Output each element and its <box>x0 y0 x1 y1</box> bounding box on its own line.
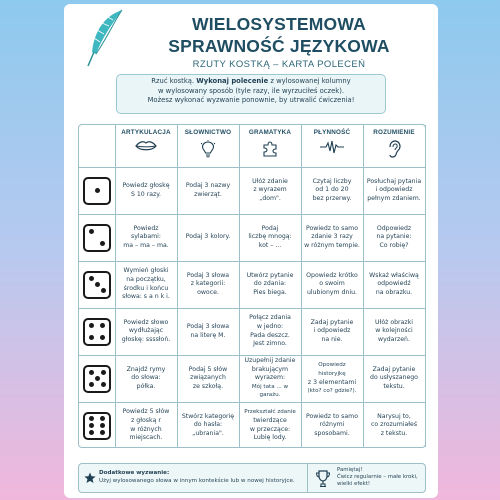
command-text <box>187 272 229 298</box>
command-line: Utwórz pytanie <box>246 271 294 279</box>
command-text <box>127 366 166 392</box>
column-label: GRAMATYKA <box>248 129 292 136</box>
command-text <box>313 178 352 204</box>
command-line: owoce. <box>197 288 219 296</box>
command-line: na nie. <box>321 335 343 343</box>
command-text <box>369 272 419 298</box>
command-cell <box>363 261 425 308</box>
column-header-5 <box>363 125 425 167</box>
command-line: zwierząt. <box>194 190 222 198</box>
column-label: SŁOWNICTWO <box>184 129 232 136</box>
command-line: na literę M. <box>190 331 226 339</box>
column-header-3 <box>239 125 301 167</box>
die-pip <box>95 376 100 381</box>
command-text <box>182 413 234 439</box>
command-line: Odpowiedz <box>376 224 412 232</box>
command-text <box>242 357 298 400</box>
command-text <box>122 319 170 345</box>
column-label: ARTYKULACJA <box>121 129 171 136</box>
command-text <box>187 323 229 340</box>
die-pip <box>89 335 94 340</box>
command-cell <box>239 402 301 449</box>
command-line: Ułóż obrazki <box>375 318 413 326</box>
command-line: Przekształć zdanie <box>244 409 296 416</box>
command-line: na pytanie: <box>376 233 412 241</box>
command-text <box>375 319 413 345</box>
command-line: Co robię? <box>379 241 409 249</box>
command-line: i odpowiedz <box>375 186 413 194</box>
die-pip <box>101 370 106 375</box>
command-line: „ubrania". <box>192 429 224 437</box>
command-cell <box>301 214 363 261</box>
command-line: w różnych <box>130 425 162 433</box>
title-line-1: WIELOSYSTEMOWA <box>192 14 366 34</box>
command-line: Powiedz <box>133 224 159 232</box>
command-cell <box>115 402 177 449</box>
command-text <box>248 225 291 251</box>
command-cell <box>301 402 363 449</box>
command-text <box>122 267 170 301</box>
command-text <box>244 408 296 442</box>
die-pip <box>89 229 94 234</box>
die-pip <box>89 276 94 281</box>
command-cell <box>363 402 425 449</box>
command-line: Powiedz to samo <box>305 224 359 232</box>
command-line: Opowiedz krótko <box>306 271 358 279</box>
command-cell <box>301 355 363 402</box>
command-line: tekstu. <box>383 382 405 390</box>
command-line: Opowiedz historyjkę <box>318 362 346 377</box>
command-text <box>123 225 168 251</box>
command-line: bez przerwy. <box>312 194 352 202</box>
bonus-title: Dodatkowe wyzwanie: <box>99 470 170 476</box>
command-text <box>189 366 227 392</box>
command-text <box>376 225 411 251</box>
command-line: środku i końcu <box>123 284 169 292</box>
command-cell <box>115 308 177 355</box>
command-line: słowa: s a n k i. <box>122 293 170 301</box>
command-cell <box>239 214 301 261</box>
command-cell <box>239 355 301 402</box>
command-line: sylabami: <box>131 233 161 241</box>
command-line: Podaj 3 kolory. <box>185 233 231 241</box>
command-line: Podaj 3 nazwy <box>185 181 231 189</box>
die-face-4 <box>83 318 111 346</box>
instr-lead: Rzuć kostką. <box>151 77 195 85</box>
command-cell <box>363 214 425 261</box>
command-cell <box>301 261 363 308</box>
command-cell <box>177 261 239 308</box>
command-line: twierdzące <box>253 416 287 424</box>
command-line: w przeczące: <box>249 425 291 433</box>
command-text <box>249 314 291 348</box>
command-line: do zdania: <box>253 280 287 288</box>
command-line: Narysuj to, <box>377 412 411 420</box>
die-pip <box>100 323 105 328</box>
command-text <box>370 366 418 392</box>
command-cell <box>177 308 239 355</box>
command-line: i odpowiedz <box>313 327 351 335</box>
command-line: Zadaj pytanie <box>372 365 416 373</box>
command-cell <box>363 308 425 355</box>
footer <box>78 463 426 493</box>
die-pip <box>100 335 105 340</box>
command-line: związanych <box>190 374 226 382</box>
column-divider <box>425 125 426 447</box>
column-header-1 <box>115 125 177 167</box>
command-line: odpowiedź <box>377 280 411 288</box>
command-line: co zrozumiałeś <box>370 421 418 429</box>
puzzle-icon <box>239 140 301 158</box>
command-line: Ułóż zdanie <box>252 177 288 185</box>
remember-line-2: wielki efekt! <box>337 481 370 487</box>
command-cell <box>301 308 363 355</box>
command-line: Jest zimno. <box>253 340 287 348</box>
remember-note <box>337 467 427 488</box>
command-cell <box>115 355 177 402</box>
die-pip <box>101 382 106 387</box>
command-line: Powiedz słowo <box>123 318 169 326</box>
command-cell <box>363 167 425 214</box>
die-face-2 <box>83 224 111 252</box>
command-line: z wyrazem <box>253 186 287 194</box>
command-cell <box>239 308 301 355</box>
command-text <box>311 319 354 345</box>
die-face-5 <box>83 365 111 393</box>
command-cell <box>177 214 239 261</box>
command-table <box>78 124 426 448</box>
command-line: w różnym tempie. <box>304 241 360 249</box>
command-cell <box>115 167 177 214</box>
command-line: od 1 do 20 <box>315 186 349 194</box>
command-line: w jedno: <box>256 322 284 330</box>
command-line: Pies biega. <box>253 288 287 296</box>
command-line: do hasła: <box>193 421 223 429</box>
command-line: Podaj 5 słów <box>188 365 228 373</box>
die-pip <box>95 188 100 193</box>
command-line: zdanie 3 razy <box>311 233 353 241</box>
die-pip <box>100 430 105 435</box>
die-pip <box>100 241 105 246</box>
command-line: Wymień głoski <box>123 267 169 275</box>
command-line: różnymi <box>319 421 345 429</box>
command-line: Powiedz to samo <box>305 412 359 420</box>
command-line: na obrazku. <box>375 288 413 296</box>
command-cell <box>363 355 425 402</box>
command-line: Mój tata ... w garażu. <box>251 383 289 399</box>
command-line: „dom". <box>259 194 281 202</box>
command-cell <box>177 167 239 214</box>
command-text <box>122 182 169 199</box>
command-line: Czytaj liczby <box>312 177 352 185</box>
instr-bold: Wykonaj polecenie <box>196 77 269 85</box>
remember-line-1: Ćwicz regularnie – małe kroki, <box>337 474 418 480</box>
instructions-box <box>116 74 386 114</box>
command-line: Lubię lody. <box>253 434 287 442</box>
command-text <box>304 361 360 395</box>
command-text <box>306 413 358 439</box>
column-label: PŁYNNOŚĆ <box>313 129 351 136</box>
bonus-text: Użyj wylosowanego słowa w innym kontekście lub w nowej historyjce. <box>99 478 295 484</box>
command-line: Wskaż właściwą <box>369 271 419 279</box>
footer-divider <box>307 464 308 492</box>
command-line: Znajdź rymy <box>126 365 166 373</box>
die-pip <box>89 370 94 375</box>
die-pip <box>89 430 94 435</box>
command-card <box>64 4 438 498</box>
subtitle: RZUTY KOSTKĄ – KARTA POLECEŃ <box>192 59 366 70</box>
command-line: na początku, <box>126 275 166 283</box>
die-face-1 <box>83 177 111 205</box>
die-pip <box>89 423 94 428</box>
command-line: z 3 elementami <box>307 378 357 386</box>
command-line: Powiedz głoskę <box>122 181 170 189</box>
command-line: miejscach. <box>129 434 163 442</box>
column-header-4 <box>301 125 363 167</box>
command-text <box>371 413 417 439</box>
command-text <box>186 182 230 199</box>
command-line: wydłużając <box>128 327 164 335</box>
command-line: ze szkołą. <box>192 382 224 390</box>
star-icon <box>84 472 96 484</box>
command-line: do słowa: <box>131 374 161 382</box>
command-line: (kto? co? gdzie?). <box>307 388 357 395</box>
command-line: o swoim <box>319 280 345 288</box>
lightbulb-icon <box>177 140 239 158</box>
die-pip <box>89 416 94 421</box>
remember-title: Pamiętaj! <box>337 467 363 473</box>
command-text <box>252 178 288 204</box>
command-line: do usłyszanego <box>370 374 418 382</box>
command-line: sposobami. <box>314 429 350 437</box>
command-cell <box>177 402 239 449</box>
command-cell <box>301 167 363 214</box>
command-text <box>367 178 421 204</box>
die-pip <box>95 282 100 287</box>
command-cell <box>115 214 177 261</box>
die-face-3 <box>83 271 111 299</box>
command-line: z tekstu. <box>380 429 408 437</box>
die-pip <box>100 423 105 428</box>
instr-line-2: w wylosowany sposób (tyle razy, ile wyrzuciłeś oczek). <box>157 86 345 95</box>
die-pip <box>101 288 106 293</box>
command-cell <box>239 167 301 214</box>
lips-icon <box>115 140 177 152</box>
command-line: brakującym <box>251 365 289 373</box>
command-text <box>186 233 231 242</box>
command-line: Podaj 3 słowa <box>186 322 230 330</box>
instr-line-3: Możesz wykonać wyzwanie ponownie, by utrwalić ćwiczenia! <box>147 96 355 104</box>
trophy-icon <box>315 470 331 488</box>
command-line: Pada deszcz. <box>250 331 290 339</box>
command-text <box>304 225 360 251</box>
title-line-2: SPRAWNOŚĆ JĘZYKOWA <box>168 36 390 56</box>
command-line: Stwórz kategorię <box>181 412 235 420</box>
pulse-wave-icon <box>301 140 363 154</box>
command-line: pełnym zdaniem. <box>367 194 421 202</box>
command-text <box>247 272 294 298</box>
bonus-challenge <box>99 469 304 485</box>
column-label: ROZUMIENIE <box>373 129 415 136</box>
command-line: Powiedz 5 słów <box>122 408 170 416</box>
die-pip <box>89 382 94 387</box>
die-pip <box>89 323 94 328</box>
instr-rest: z wylosowanej kolumny <box>270 77 351 85</box>
command-line: półka. <box>136 382 156 390</box>
column-header-2 <box>177 125 239 167</box>
command-line: głoskę: ssssłoń. <box>121 335 171 343</box>
feather-icon <box>84 8 126 68</box>
command-line: Podaj 3 słowa <box>186 271 230 279</box>
command-line: Połącz zdania <box>249 314 291 322</box>
ear-icon <box>363 140 425 158</box>
command-line: Uzupełnij zdanie <box>244 357 296 365</box>
command-line: z głoską r <box>131 416 161 424</box>
command-cell <box>115 261 177 308</box>
command-line: Posłuchaj pytania <box>366 177 422 185</box>
die-pip <box>100 416 105 421</box>
command-line: ma – ma – ma. <box>123 241 169 249</box>
command-line: Zadaj pytanie <box>310 318 354 326</box>
command-line: w kolejności <box>375 327 413 335</box>
command-text <box>306 272 358 298</box>
command-line: S 10 razy. <box>130 190 162 198</box>
command-line: kot – ... <box>258 241 282 249</box>
command-line: z kategorii: <box>190 280 226 288</box>
command-line: liczbę mnogą: <box>248 233 292 241</box>
command-cell <box>239 261 301 308</box>
command-cell <box>177 355 239 402</box>
command-text <box>123 408 170 442</box>
command-line: wydarzeń. <box>378 335 410 343</box>
die-face-6 <box>83 412 111 440</box>
command-line: wyrazem: <box>254 374 286 382</box>
command-line: ulubionym dniu. <box>306 288 357 296</box>
command-line: Podaj <box>261 224 279 232</box>
